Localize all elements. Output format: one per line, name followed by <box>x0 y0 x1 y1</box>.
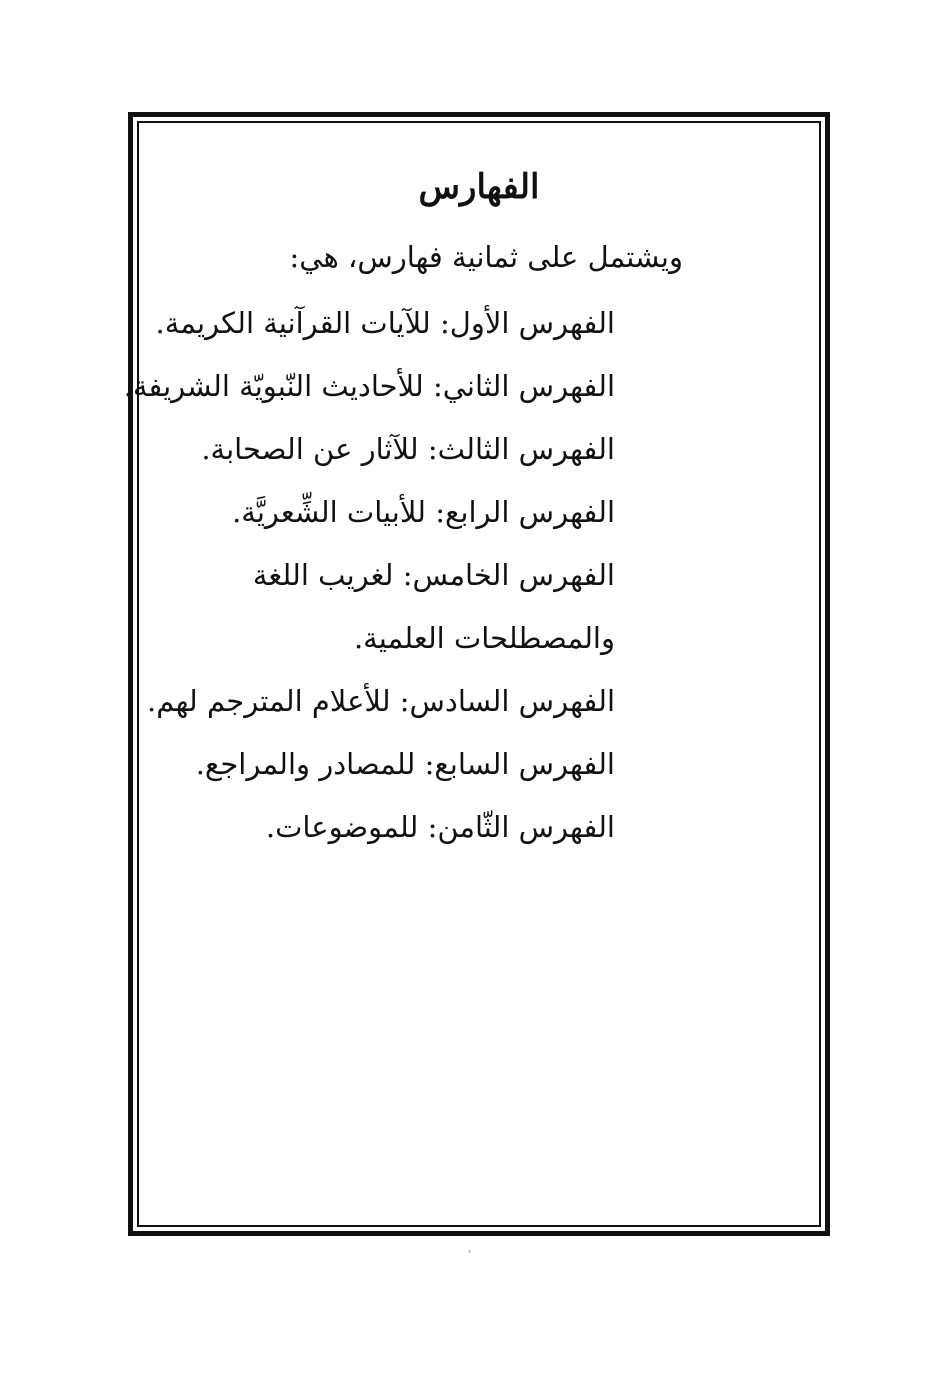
index-description: للموضوعات. <box>265 810 419 844</box>
list-item <box>145 418 615 481</box>
index-description: للآيات القرآنية الكريمة. <box>155 306 431 340</box>
index-label: الفهرس الأول: <box>440 306 615 340</box>
index-label: الفهرس الثالث: <box>427 432 615 466</box>
index-description: للمصادر والمراجع. <box>195 747 416 781</box>
index-description: للأبيات الشِّعريَّة. <box>232 495 426 529</box>
list-item <box>145 796 615 859</box>
list-item <box>145 670 615 733</box>
list-item <box>145 292 615 355</box>
index-label: الفهرس الخامس: <box>402 558 615 592</box>
index-label: الفهرس السابع: <box>424 747 615 781</box>
list-item <box>145 481 615 544</box>
index-list <box>123 292 615 859</box>
index-description: للآثار عن الصحابة. <box>201 432 419 466</box>
index-description: للأعلام المترجم لهم. <box>147 684 391 718</box>
list-item <box>145 544 615 670</box>
index-description: لغريب اللغة والمصطلحات العلمية. <box>252 558 615 655</box>
index-label: الفهرس الثّامن: <box>427 810 615 844</box>
intro-text: ويشتمل على ثمانية فهارس، هي: <box>289 240 683 274</box>
index-label: الفهرس السادس: <box>399 684 615 718</box>
scan-speck <box>468 1250 471 1253</box>
list-item <box>145 733 615 796</box>
page-title: الفهارس <box>418 167 540 207</box>
list-item <box>123 355 615 418</box>
index-label: الفهرس الرابع: <box>435 495 615 529</box>
index-description: للأحاديث النّبويّة الشريفة. <box>123 369 424 403</box>
index-label: الفهرس الثاني: <box>432 369 615 403</box>
